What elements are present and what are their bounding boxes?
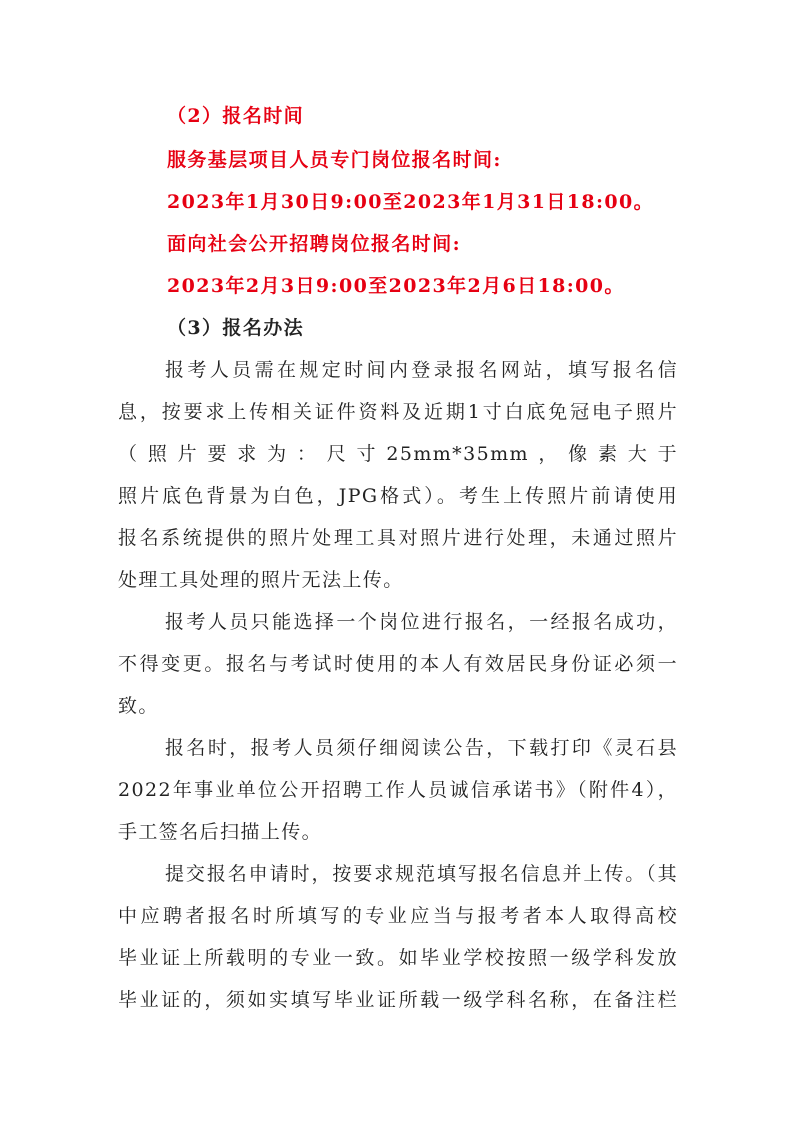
paragraph-4-line: 中应聘者报名时所填写的专业应当与报考者本人取得高校 — [118, 905, 678, 927]
paragraph-1-line: （照片要求为：尺寸25mm*35mm，像素大于 — [118, 443, 678, 465]
paragraph-4-line: 毕业证的，须如实填写毕业证所载一级学科名称，在备注栏 — [118, 989, 678, 1011]
paragraph-4-line: 提交报名申请时，按要求规范填写报名信息并上传。（其 — [165, 863, 678, 885]
paragraph-3-line: 报名时，报考人员须仔细阅读公告，下载打印《灵石县 — [165, 737, 678, 759]
paragraph-3-line: 手工签名后扫描上传。 — [118, 821, 323, 843]
paragraph-2-line: 报考人员只能选择一个岗位进行报名，一经报名成功， — [165, 611, 678, 633]
section-2-heading: （2）报名时间 — [167, 105, 305, 127]
paragraph-1-line: 照片底色背景为白色，JPG格式）。考生上传照片前请使用 — [118, 485, 678, 507]
service-registration-time: 2023年1月30日9:00至2023年1月31日18:00。 — [167, 191, 655, 213]
paragraph-2-line: 不得变更。报名与考试时使用的本人有效居民身份证必须一 — [118, 653, 678, 675]
paragraph-1-line: 报名系统提供的照片处理工具对照片进行处理，未通过照片 — [118, 527, 678, 549]
paragraph-4-line: 毕业证上所载明的专业一致。如毕业学校按照一级学科发放 — [118, 947, 678, 969]
public-registration-label: 面向社会公开招聘岗位报名时间: — [167, 233, 462, 255]
service-registration-label: 服务基层项目人员专门岗位报名时间: — [167, 149, 502, 171]
section-3-heading: （3）报名办法 — [167, 317, 305, 339]
paragraph-1-line: 处理工具处理的照片无法上传。 — [118, 569, 404, 591]
public-registration-time: 2023年2月3日9:00至2023年2月6日18:00。 — [167, 275, 625, 297]
paragraph-3-line: 2022年事业单位公开招聘工作人员诚信承诺书》（附件4）， — [118, 779, 678, 801]
paragraph-1-line: 息，按要求上传相关证件资料及近期1寸白底免冠电子照片 — [118, 401, 678, 423]
paragraph-1-line: 报考人员需在规定时间内登录报名网站，填写报名信 — [165, 359, 678, 381]
paragraph-2-line: 致。 — [118, 695, 159, 717]
